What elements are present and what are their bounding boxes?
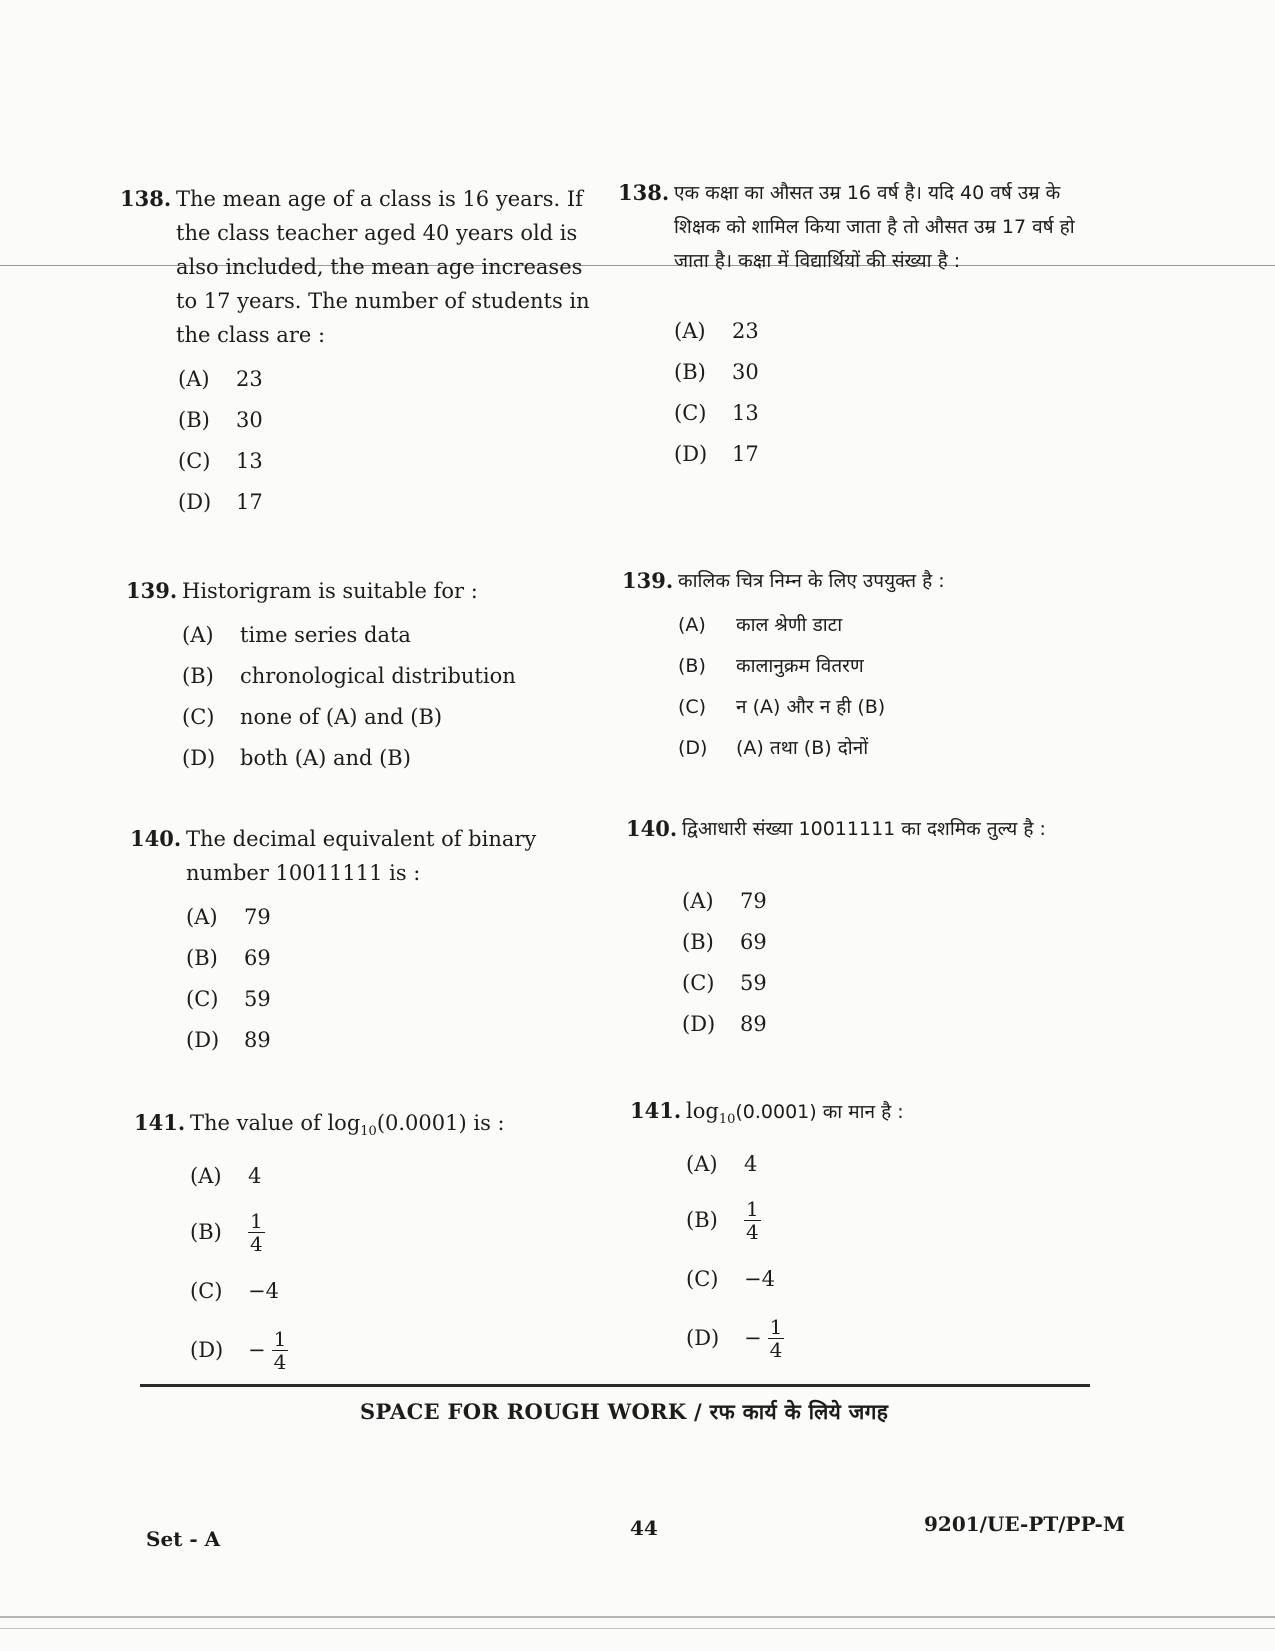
question-text: The mean age of a class is 16 years. If the class teacher aged 40 years old is also included, the mean age increases to 17 years. The number of students in the class are : bbox=[176, 187, 590, 347]
option-b: (B) $\frac{1}{4}$ bbox=[686, 1196, 759, 1244]
question-text: The value of $\log_{10}(0.0001)$ is : bbox=[190, 1111, 505, 1140]
scan-artifact-line bbox=[0, 1616, 1275, 1618]
option-b: (B) 69 bbox=[682, 929, 767, 954]
q138-english bbox=[120, 182, 590, 522]
question-text: $\log_{10}(0.0001)$ का मान है : bbox=[686, 1099, 904, 1128]
q138-hindi bbox=[618, 176, 1088, 474]
question-text: एक कक्षा का औसत उम्र 16 वर्ष है। यदि 40 वर्ष उम्र के शिक्षक को शामिल किया जाता है तो औसत उम्र 17 वर्ष हो जाता है। कक्षा में विद्यार्थियों की संख्या है : bbox=[674, 182, 1075, 272]
question-text: The decimal equivalent of binary number 10011111 is : bbox=[186, 827, 537, 885]
option-a: (A) 79 bbox=[186, 904, 271, 929]
option-b: (B) $\frac{1}{4}$ bbox=[190, 1208, 263, 1256]
page-number: 44 bbox=[630, 1516, 658, 1540]
option-c: (C) न (A) और न ही (B) bbox=[678, 695, 886, 718]
q140-english bbox=[130, 822, 600, 1060]
rough-work-divider bbox=[140, 1384, 1090, 1387]
scan-artifact-line bbox=[0, 1628, 1275, 1629]
option-b: (B) 30 bbox=[674, 359, 759, 384]
option-d: (D) both (A) and (B) bbox=[182, 745, 411, 770]
option-c: (C) none of (A) and (B) bbox=[182, 704, 443, 729]
q139-english bbox=[126, 574, 596, 778]
question-number: 141. bbox=[630, 1098, 682, 1123]
question-number: 138. bbox=[120, 186, 172, 211]
question-number: 141. bbox=[134, 1110, 186, 1135]
question-number: 138. bbox=[618, 180, 670, 205]
option-b: (B) 69 bbox=[186, 945, 271, 970]
option-d: (D) (A) तथा (B) दोनों bbox=[678, 736, 869, 759]
question-text: कालिक चित्र निम्न के लिए उपयुक्त है : bbox=[678, 570, 945, 592]
question-text: Historigram is suitable for : bbox=[182, 579, 478, 603]
option-d: (D) 89 bbox=[682, 1011, 767, 1036]
question-number: 139. bbox=[622, 568, 674, 593]
option-a: (A) 23 bbox=[178, 366, 263, 391]
option-d: (D) 17 bbox=[178, 489, 263, 514]
option-d: (D) 89 bbox=[186, 1027, 271, 1052]
option-a: (A) 79 bbox=[682, 888, 767, 913]
question-text: द्विआधारी संख्या 10011111 का दशमिक तुल्य है : bbox=[682, 818, 1046, 840]
option-c: (C) 13 bbox=[674, 400, 759, 425]
q141-english bbox=[134, 1106, 604, 1386]
option-c: (C) −4 bbox=[686, 1267, 775, 1292]
fraction-one-quarter: $\frac{1}{4}$ bbox=[769, 1314, 783, 1362]
rough-work-label: SPACE FOR ROUGH WORK / रफ कार्य के लिये जगह bbox=[360, 1399, 889, 1424]
option-c: (C) −4 bbox=[190, 1279, 279, 1304]
option-b: (B) कालानुक्रम वितरण bbox=[678, 654, 864, 677]
option-a: (A) काल श्रेणी डाटा bbox=[678, 613, 843, 636]
paper-code: 9201/UE-PT/PP-M bbox=[924, 1512, 1125, 1536]
option-b: (B) chronological distribution bbox=[182, 663, 516, 688]
option-d: (D) − $\frac{1}{4}$ bbox=[190, 1326, 287, 1374]
question-number: 140. bbox=[626, 816, 678, 841]
fraction-one-quarter: $\frac{1}{4}$ bbox=[250, 1208, 263, 1256]
q140-hindi bbox=[626, 812, 1106, 1044]
q141-hindi bbox=[630, 1094, 1100, 1374]
set-label: Set - A bbox=[146, 1527, 221, 1551]
fraction-one-quarter: $\frac{1}{4}$ bbox=[273, 1326, 287, 1374]
option-c: (C) 13 bbox=[178, 448, 263, 473]
option-a: (A) 23 bbox=[674, 318, 759, 343]
option-c: (C) 59 bbox=[186, 986, 271, 1011]
option-a: (A) 4 bbox=[686, 1151, 758, 1176]
q139-hindi bbox=[622, 564, 1092, 768]
option-b: (B) 30 bbox=[178, 407, 263, 432]
option-d: (D) 17 bbox=[674, 441, 759, 466]
question-number: 139. bbox=[126, 578, 178, 603]
option-a: (A) 4 bbox=[190, 1163, 262, 1188]
question-number: 140. bbox=[130, 826, 182, 851]
option-d: (D) − $\frac{1}{4}$ bbox=[686, 1314, 783, 1362]
option-a: (A) time series data bbox=[182, 622, 411, 647]
fraction-one-quarter: $\frac{1}{4}$ bbox=[746, 1196, 759, 1244]
option-c: (C) 59 bbox=[682, 970, 767, 995]
